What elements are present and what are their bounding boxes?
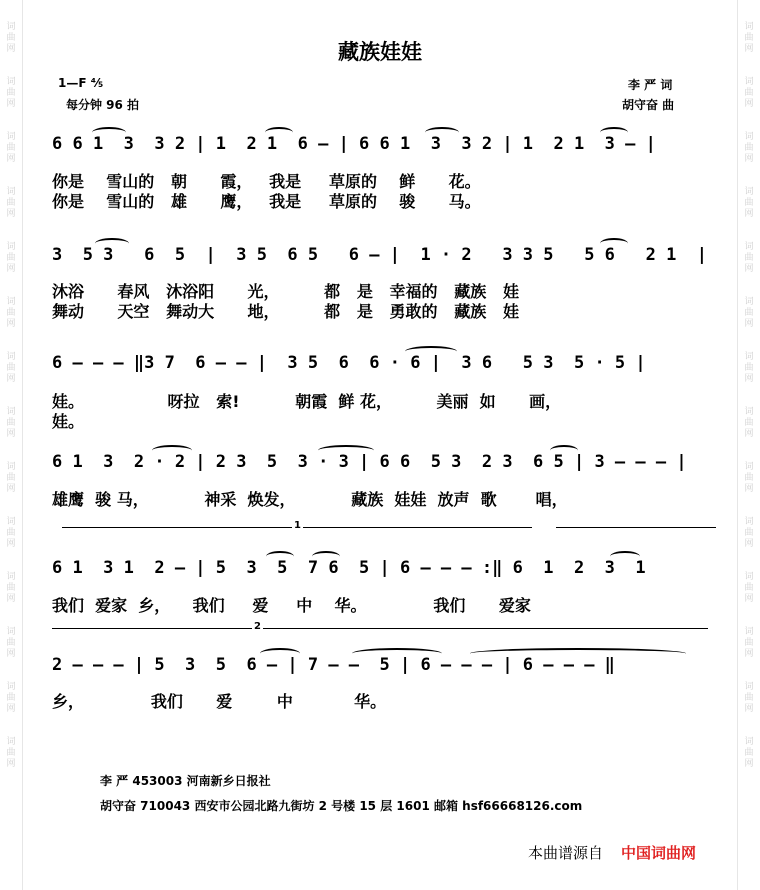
slur-mark	[152, 445, 192, 456]
lyricist-contact: 李 严 453003 河南新乡日报社	[100, 774, 271, 788]
watermark-glyphs: 词 曲 网	[744, 22, 754, 54]
lyric-row-2b: 舞动 天空 舞动大 地， 都 是 勇敢的 藏族 娃	[52, 302, 519, 321]
lyric-row-1b: 你是 雪山的 雄 鹰， 我是 草原的 骏 马。	[52, 192, 481, 211]
slur-mark	[95, 238, 129, 249]
source-site-link[interactable]: 中国词曲网	[621, 844, 697, 862]
slur-mark	[260, 648, 300, 659]
slur-mark	[425, 127, 459, 138]
watermark-glyphs: 词 曲 网	[6, 737, 16, 769]
volta-2-bracket	[52, 628, 708, 629]
watermark-glyphs: 词 曲 网	[744, 462, 754, 494]
notation-row-2: 3 5 3 6 5 | 3 5 6 5 6 — | 1 · 2 3 3 5 5 6 2 1 |	[52, 245, 708, 265]
key-signature: 1—F ⅘	[58, 76, 104, 90]
slur-mark	[405, 346, 457, 357]
volta-2-open-bracket	[556, 527, 716, 528]
watermark-glyphs: 词 曲 网	[6, 682, 16, 714]
slur-mark	[265, 127, 293, 138]
watermark-glyphs: 词 曲 网	[744, 682, 754, 714]
watermark-glyphs: 词 曲 网	[6, 462, 16, 494]
composer-contact: 胡守奋 710043 西安市公园北路九街坊 2 号楼 15 层 1601 邮箱 hsf66668126.com	[100, 799, 583, 813]
watermark-glyphs: 词 曲 网	[6, 297, 16, 329]
left-watermark-strip	[4, 0, 18, 890]
lyric-row-3b: 娃。	[52, 412, 85, 431]
watermark-glyphs: 词 曲 网	[6, 352, 16, 384]
watermark-glyphs: 词 曲 网	[744, 627, 754, 659]
watermark-glyphs: 词 曲 网	[744, 572, 754, 604]
slur-mark	[600, 127, 628, 138]
lyric-row-5: 我们 爱家 乡， 我们 爱 中 华。 我们 爱家	[52, 596, 531, 615]
slur-mark	[318, 445, 374, 456]
watermark-glyphs: 词 曲 网	[6, 77, 16, 109]
notation-row-3: 6 — — — ‖3 7 6 — — | 3 5 6 6 · 6 | 3 6 5 3 5 · 5 |	[52, 353, 646, 373]
watermark-glyphs: 词 曲 网	[744, 517, 754, 549]
slur-mark	[550, 445, 578, 456]
watermark-glyphs: 词 曲 网	[6, 187, 16, 219]
watermark-glyphs: 词 曲 网	[6, 517, 16, 549]
right-watermark-strip	[742, 0, 756, 890]
watermark-glyphs: 词 曲 网	[744, 77, 754, 109]
lyric-row-3a: 娃。 呀拉 索! 朝霞 鲜 花， 美丽 如 画，	[52, 392, 562, 411]
source-label: 本曲谱源自	[528, 844, 604, 862]
volta-1-number: 1	[294, 520, 301, 531]
watermark-glyphs: 词 曲 网	[744, 187, 754, 219]
lyric-row-4: 雄鹰 骏 马， 神采 焕发， 藏族 娃娃 放声 歌 唱，	[52, 490, 568, 509]
right-border-rule	[737, 0, 738, 890]
watermark-glyphs: 词 曲 网	[6, 407, 16, 439]
watermark-glyphs: 词 曲 网	[744, 737, 754, 769]
left-border-rule	[22, 0, 23, 890]
volta-2-number: 2	[254, 621, 261, 632]
watermark-glyphs: 词 曲 网	[6, 627, 16, 659]
watermark-glyphs: 词 曲 网	[744, 352, 754, 384]
watermark-glyphs: 词 曲 网	[744, 132, 754, 164]
lyric-row-1a: 你是 雪山的 朝 霞， 我是 草原的 鲜 花。	[52, 172, 481, 191]
watermark-glyphs: 词 曲 网	[6, 242, 16, 274]
tempo-marking: 每分钟 96 拍	[66, 98, 140, 112]
slur-mark	[600, 238, 628, 249]
notation-row-4: 6 1 3 2 · 2 | 2 3 5 3 · 3 | 6 6 5 3 2 3 6 5 | 3 — — — |	[52, 452, 687, 472]
slur-mark	[312, 551, 340, 562]
slur-mark	[266, 551, 294, 562]
slur-mark	[352, 648, 442, 659]
song-title: 藏族娃娃	[338, 40, 422, 64]
slur-mark	[470, 648, 686, 659]
source-credit	[528, 842, 696, 863]
slur-mark	[610, 551, 640, 562]
composer-credit: 胡守奋 曲	[622, 98, 675, 112]
lyric-row-6: 乡， 我们 爱 中 华。	[52, 692, 387, 711]
watermark-glyphs: 词 曲 网	[6, 572, 16, 604]
watermark-glyphs: 词 曲 网	[744, 297, 754, 329]
notation-row-1: 6 6 1 3 3 2 | 1 2 1 6 — | 6 6 1 3 3 2 | 1 2 1 3 — |	[52, 134, 656, 154]
notation-row-5: 6 1 3 1 2 — | 5 3 5 7 6 5 | 6 — — — :‖ 6 1 2 3 1	[52, 558, 646, 578]
watermark-glyphs: 词 曲 网	[6, 22, 16, 54]
slur-mark	[92, 127, 126, 138]
lyric-row-2a: 沐浴 春风 沐浴阳 光， 都 是 幸福的 藏族 娃	[52, 282, 519, 301]
lyricist-credit: 李 严 词	[628, 78, 673, 92]
watermark-glyphs: 词 曲 网	[744, 407, 754, 439]
watermark-glyphs: 词 曲 网	[6, 132, 16, 164]
watermark-glyphs: 词 曲 网	[744, 242, 754, 274]
notation-row-6: 2 — — — | 5 3 5 6 — | 7 — — 5 | 6 — — — | 6 — — — ‖	[52, 655, 615, 675]
